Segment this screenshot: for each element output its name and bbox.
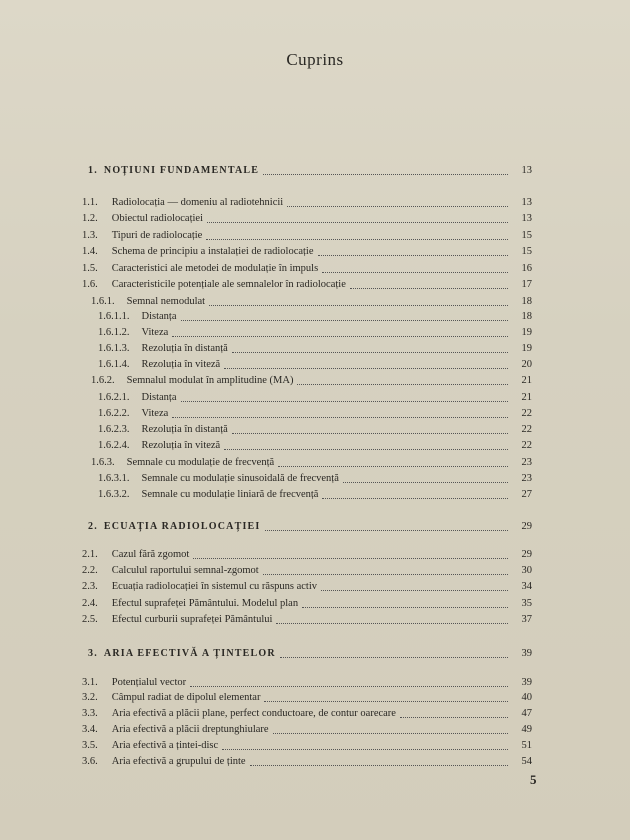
toc-entry bbox=[0, 244, 630, 260]
toc-entry-text: Viteza bbox=[141, 408, 169, 419]
toc-entry-number: 2.4. bbox=[82, 598, 98, 609]
toc-entry-label bbox=[82, 195, 283, 211]
toc-dot-leader bbox=[224, 449, 508, 450]
toc-entry-number: 1.6.2.2. bbox=[98, 408, 130, 419]
toc-entry bbox=[0, 547, 630, 563]
toc-page-number: 22 bbox=[521, 408, 532, 419]
toc-entry-text: Rezoluția în viteză bbox=[141, 440, 221, 451]
toc-entry-label bbox=[88, 519, 261, 535]
toc-entry-number: 1.4. bbox=[82, 246, 98, 257]
toc-dot-leader bbox=[224, 368, 508, 369]
toc-entry bbox=[0, 722, 630, 738]
toc-entry-text: Câmpul radiat de dipolul elementar bbox=[111, 692, 261, 703]
toc-entry-number: 1.3. bbox=[82, 230, 98, 241]
toc-entry-text: Radiolocația — domeniu al radiotehnicii bbox=[111, 197, 284, 208]
toc-entry-label bbox=[82, 722, 269, 738]
toc-entry-number: 2.5. bbox=[82, 614, 98, 625]
toc-entry bbox=[0, 357, 630, 373]
toc-entry-label bbox=[82, 211, 203, 227]
toc-entry bbox=[0, 690, 630, 706]
toc-entry bbox=[0, 211, 630, 227]
page-title: Cuprins bbox=[286, 50, 344, 69]
toc-entry-text: Rezoluția în distanță bbox=[141, 424, 228, 435]
toc-entry bbox=[0, 277, 630, 293]
toc-dot-leader bbox=[276, 623, 508, 624]
toc-entry-number: 1.6. bbox=[82, 279, 98, 290]
toc-entry bbox=[0, 706, 630, 722]
toc-dot-leader bbox=[264, 701, 508, 702]
toc-entry-label bbox=[98, 341, 228, 357]
toc-page-number: 22 bbox=[521, 440, 532, 451]
toc-entry-number: 2. bbox=[88, 521, 98, 532]
toc-entry bbox=[0, 754, 630, 770]
toc-page-number: 17 bbox=[521, 279, 532, 290]
toc-dot-leader bbox=[321, 590, 508, 591]
toc-dot-leader bbox=[343, 482, 508, 483]
toc-entry-text: Distanța bbox=[141, 311, 177, 322]
toc-page-number: 20 bbox=[521, 359, 532, 370]
toc-entry-number: 1.5. bbox=[82, 263, 98, 274]
toc-dot-leader bbox=[278, 466, 508, 467]
toc-entry-number: 3.1. bbox=[82, 677, 98, 688]
toc-page-number: 21 bbox=[521, 392, 532, 403]
toc-entry-label bbox=[82, 547, 189, 563]
toc-page-number: 34 bbox=[521, 581, 532, 592]
toc-entry-label bbox=[82, 754, 246, 770]
toc-entry bbox=[0, 406, 630, 422]
toc-entry bbox=[0, 579, 630, 595]
toc-entry-label bbox=[98, 487, 318, 503]
toc-dot-leader bbox=[190, 686, 508, 687]
toc-entry-label bbox=[98, 390, 177, 406]
toc-entry-label bbox=[91, 373, 293, 389]
toc-dot-leader bbox=[322, 272, 508, 273]
toc-page-number: 18 bbox=[521, 296, 532, 307]
toc-entry-text: Caracteristicile potențiale ale semnalelor în radiolocație bbox=[111, 279, 346, 290]
toc-dot-leader bbox=[302, 607, 508, 608]
toc-entry-text: Potențialul vector bbox=[111, 677, 187, 688]
toc-entry-text: Efectul suprafeței Pământului. Modelul plan bbox=[111, 598, 299, 609]
toc-dot-leader bbox=[350, 288, 508, 289]
toc-page-number: 29 bbox=[521, 549, 532, 560]
toc-entry-text: Caracteristici ale metodei de modulație în impuls bbox=[111, 263, 319, 274]
toc-page-number: 51 bbox=[521, 740, 532, 751]
toc-page-number: 27 bbox=[521, 489, 532, 500]
toc-entry-text: NOȚIUNI FUNDAMENTALE bbox=[103, 165, 260, 176]
toc-entry-number: 2.1. bbox=[82, 549, 98, 560]
toc-page-number: 19 bbox=[521, 327, 532, 338]
toc-entry-label bbox=[82, 563, 259, 579]
toc-page-number: 18 bbox=[521, 311, 532, 322]
toc-entry-label bbox=[82, 277, 346, 293]
toc-entry-label bbox=[88, 163, 259, 179]
toc-page-number: 29 bbox=[521, 521, 532, 532]
toc-entry-number: 1.6.2.4. bbox=[98, 440, 130, 451]
toc-page-number: 16 bbox=[521, 263, 532, 274]
toc-page-number: 15 bbox=[521, 230, 532, 241]
toc-entry-number: 2.2. bbox=[82, 565, 98, 576]
toc-dot-leader bbox=[265, 530, 508, 531]
toc-dot-leader bbox=[250, 765, 508, 766]
toc-entry bbox=[0, 261, 630, 277]
toc-page-number: 47 bbox=[521, 708, 532, 719]
toc-dot-leader bbox=[263, 174, 508, 175]
toc-entry-label bbox=[82, 228, 202, 244]
toc-entry-label bbox=[82, 244, 314, 260]
toc-entry-text: Schema de principiu a instalației de radiolocație bbox=[111, 246, 314, 257]
toc-entry-text: Aria efectivă a grupului de ținte bbox=[111, 756, 246, 767]
toc-page-number: 23 bbox=[521, 457, 532, 468]
toc-entry-text: Aria efectivă a plăcii plane, perfect conductoare, de contur oarecare bbox=[111, 708, 396, 719]
toc-page-number: 15 bbox=[521, 246, 532, 257]
toc-entry-text: Semnal nemodulat bbox=[126, 296, 206, 307]
toc-entry bbox=[0, 738, 630, 754]
toc-entry-text: Rezoluția în viteză bbox=[141, 359, 221, 370]
toc-entry-label bbox=[91, 455, 274, 471]
toc-dot-leader bbox=[209, 305, 508, 306]
toc-entry-label bbox=[98, 309, 177, 325]
toc-dot-leader bbox=[206, 239, 508, 240]
toc-dot-leader bbox=[287, 206, 508, 207]
page-number: 5 bbox=[530, 772, 537, 787]
toc-entry-number: 3.5. bbox=[82, 740, 98, 751]
toc-page-number: 49 bbox=[521, 724, 532, 735]
toc-entry-text: Cazul fără zgomot bbox=[111, 549, 190, 560]
toc-entry-text: Viteza bbox=[141, 327, 169, 338]
toc-page-number: 54 bbox=[521, 756, 532, 767]
toc-entry bbox=[0, 612, 630, 628]
toc-entry bbox=[0, 675, 630, 691]
toc-entry-label bbox=[98, 471, 339, 487]
toc-entry-text: Rezoluția în distanță bbox=[141, 343, 228, 354]
toc-entry-number: 1.6.2.3. bbox=[98, 424, 130, 435]
toc-entry-label bbox=[91, 294, 205, 310]
toc-entry bbox=[0, 487, 630, 503]
toc-page-number: 37 bbox=[521, 614, 532, 625]
toc-entry-number: 3.2. bbox=[82, 692, 98, 703]
toc-entry-label bbox=[98, 438, 220, 454]
toc-entry bbox=[0, 390, 630, 406]
toc-entry-label bbox=[98, 325, 168, 341]
toc-entry-number: 1.6.1.1. bbox=[98, 311, 130, 322]
toc-entry bbox=[0, 309, 630, 325]
toc-entry-label bbox=[82, 579, 317, 595]
toc-chapter-entry bbox=[0, 163, 630, 179]
toc-entry-number: 1.6.1. bbox=[91, 296, 115, 307]
toc-entry-number: 1.6.3.2. bbox=[98, 489, 130, 500]
toc-entry-label bbox=[82, 706, 396, 722]
toc-chapter-entry bbox=[0, 646, 630, 662]
toc-entry-label bbox=[82, 261, 318, 277]
toc-dot-leader bbox=[222, 749, 508, 750]
toc-entry-number: 1.6.1.3. bbox=[98, 343, 130, 354]
toc-entry-number: 1. bbox=[88, 165, 98, 176]
toc-entry-text: Aria efectivă a plăcii dreptunghiulare bbox=[111, 724, 269, 735]
toc-entry-number: 1.1. bbox=[82, 197, 98, 208]
toc-entry-number: 3.6. bbox=[82, 756, 98, 767]
toc-entry-number: 3.3. bbox=[82, 708, 98, 719]
toc-dot-leader bbox=[263, 574, 508, 575]
toc-entry bbox=[0, 471, 630, 487]
toc-entry-label bbox=[82, 738, 218, 754]
toc-dot-leader bbox=[297, 384, 508, 385]
toc-dot-leader bbox=[232, 352, 508, 353]
toc-entry-text: Semnale cu modulație sinusoidală de frecvență bbox=[141, 473, 339, 484]
toc-entry-text: Obiectul radiolocației bbox=[111, 213, 204, 224]
toc-entry-text: ARIA EFECTIVĂ A ȚINTELOR bbox=[103, 648, 276, 659]
toc-entry bbox=[0, 195, 630, 211]
toc-dot-leader bbox=[318, 255, 508, 256]
toc-dot-leader bbox=[207, 222, 508, 223]
toc-dot-leader bbox=[400, 717, 508, 718]
toc-entry bbox=[0, 373, 630, 389]
toc-dot-leader bbox=[172, 417, 508, 418]
toc-entry-label bbox=[82, 596, 298, 612]
toc-entry bbox=[0, 422, 630, 438]
toc-dot-leader bbox=[181, 320, 508, 321]
toc-entry-text: Semnale cu modulație de frecvență bbox=[126, 457, 275, 468]
toc-entry-text: Calculul raportului semnal-zgomot bbox=[111, 565, 259, 576]
toc-entry-text: Efectul curburii suprafeței Pământului bbox=[111, 614, 273, 625]
toc-entry bbox=[0, 455, 630, 471]
toc-entry-number: 1.6.1.4. bbox=[98, 359, 130, 370]
toc-entry-text: Ecuația radiolocației în sistemul cu răspuns activ bbox=[111, 581, 318, 592]
toc-entry-number: 1.6.2. bbox=[91, 375, 115, 386]
toc-entry-number: 3.4. bbox=[82, 724, 98, 735]
toc-dot-leader bbox=[322, 498, 508, 499]
toc-entry-number: 1.6.1.2. bbox=[98, 327, 130, 338]
toc-entry-number: 3. bbox=[88, 648, 98, 659]
toc-entry-label bbox=[82, 675, 186, 691]
toc-entry-label bbox=[88, 646, 276, 662]
toc-page-number: 23 bbox=[521, 473, 532, 484]
toc-entry-text: Tipuri de radiolocație bbox=[111, 230, 203, 241]
toc-entry-number: 1.2. bbox=[82, 213, 98, 224]
toc-page-number: 21 bbox=[521, 375, 532, 386]
toc-entry-text: ECUAȚIA RADIOLOCAȚIEI bbox=[103, 521, 261, 532]
toc-page-number: 22 bbox=[521, 424, 532, 435]
toc-dot-leader bbox=[181, 401, 508, 402]
toc-page-number: 13 bbox=[521, 197, 532, 208]
toc-entry-text: Semnalul modulat în amplitudine (MA) bbox=[126, 375, 294, 386]
toc-page-number: 13 bbox=[521, 213, 532, 224]
toc-entry-number: 2.3. bbox=[82, 581, 98, 592]
toc-entry-label bbox=[82, 612, 272, 628]
toc-entry-number: 1.6.3. bbox=[91, 457, 115, 468]
toc-entry-text: Aria efectivă a țintei-disc bbox=[111, 740, 219, 751]
toc-entry-label bbox=[98, 406, 168, 422]
toc-page-number: 39 bbox=[521, 677, 532, 688]
toc-entry bbox=[0, 563, 630, 579]
toc-dot-leader bbox=[172, 336, 508, 337]
toc-entry-number: 1.6.3.1. bbox=[98, 473, 130, 484]
toc-entry-number: 1.6.2.1. bbox=[98, 392, 130, 403]
toc-page-number: 30 bbox=[521, 565, 532, 576]
toc-entry bbox=[0, 438, 630, 454]
toc-entry bbox=[0, 341, 630, 357]
toc-dot-leader bbox=[232, 433, 508, 434]
toc-dot-leader bbox=[193, 558, 508, 559]
toc-entry bbox=[0, 294, 630, 310]
toc-entry-text: Semnale cu modulație liniară de frecvență bbox=[141, 489, 319, 500]
toc-entry-label bbox=[82, 690, 260, 706]
toc-dot-leader bbox=[273, 733, 508, 734]
toc-entry-label bbox=[98, 422, 228, 438]
toc-entry-text: Distanța bbox=[141, 392, 177, 403]
toc-entry bbox=[0, 228, 630, 244]
toc-page-number: 35 bbox=[521, 598, 532, 609]
toc-chapter-entry bbox=[0, 519, 630, 535]
toc-entry bbox=[0, 596, 630, 612]
toc-entry bbox=[0, 325, 630, 341]
toc-page-number: 39 bbox=[521, 648, 532, 659]
toc-entry-label bbox=[98, 357, 220, 373]
toc-dot-leader bbox=[280, 657, 508, 658]
toc-page-number: 19 bbox=[521, 343, 532, 354]
toc-page-number: 13 bbox=[521, 165, 532, 176]
toc-page-number: 40 bbox=[521, 692, 532, 703]
